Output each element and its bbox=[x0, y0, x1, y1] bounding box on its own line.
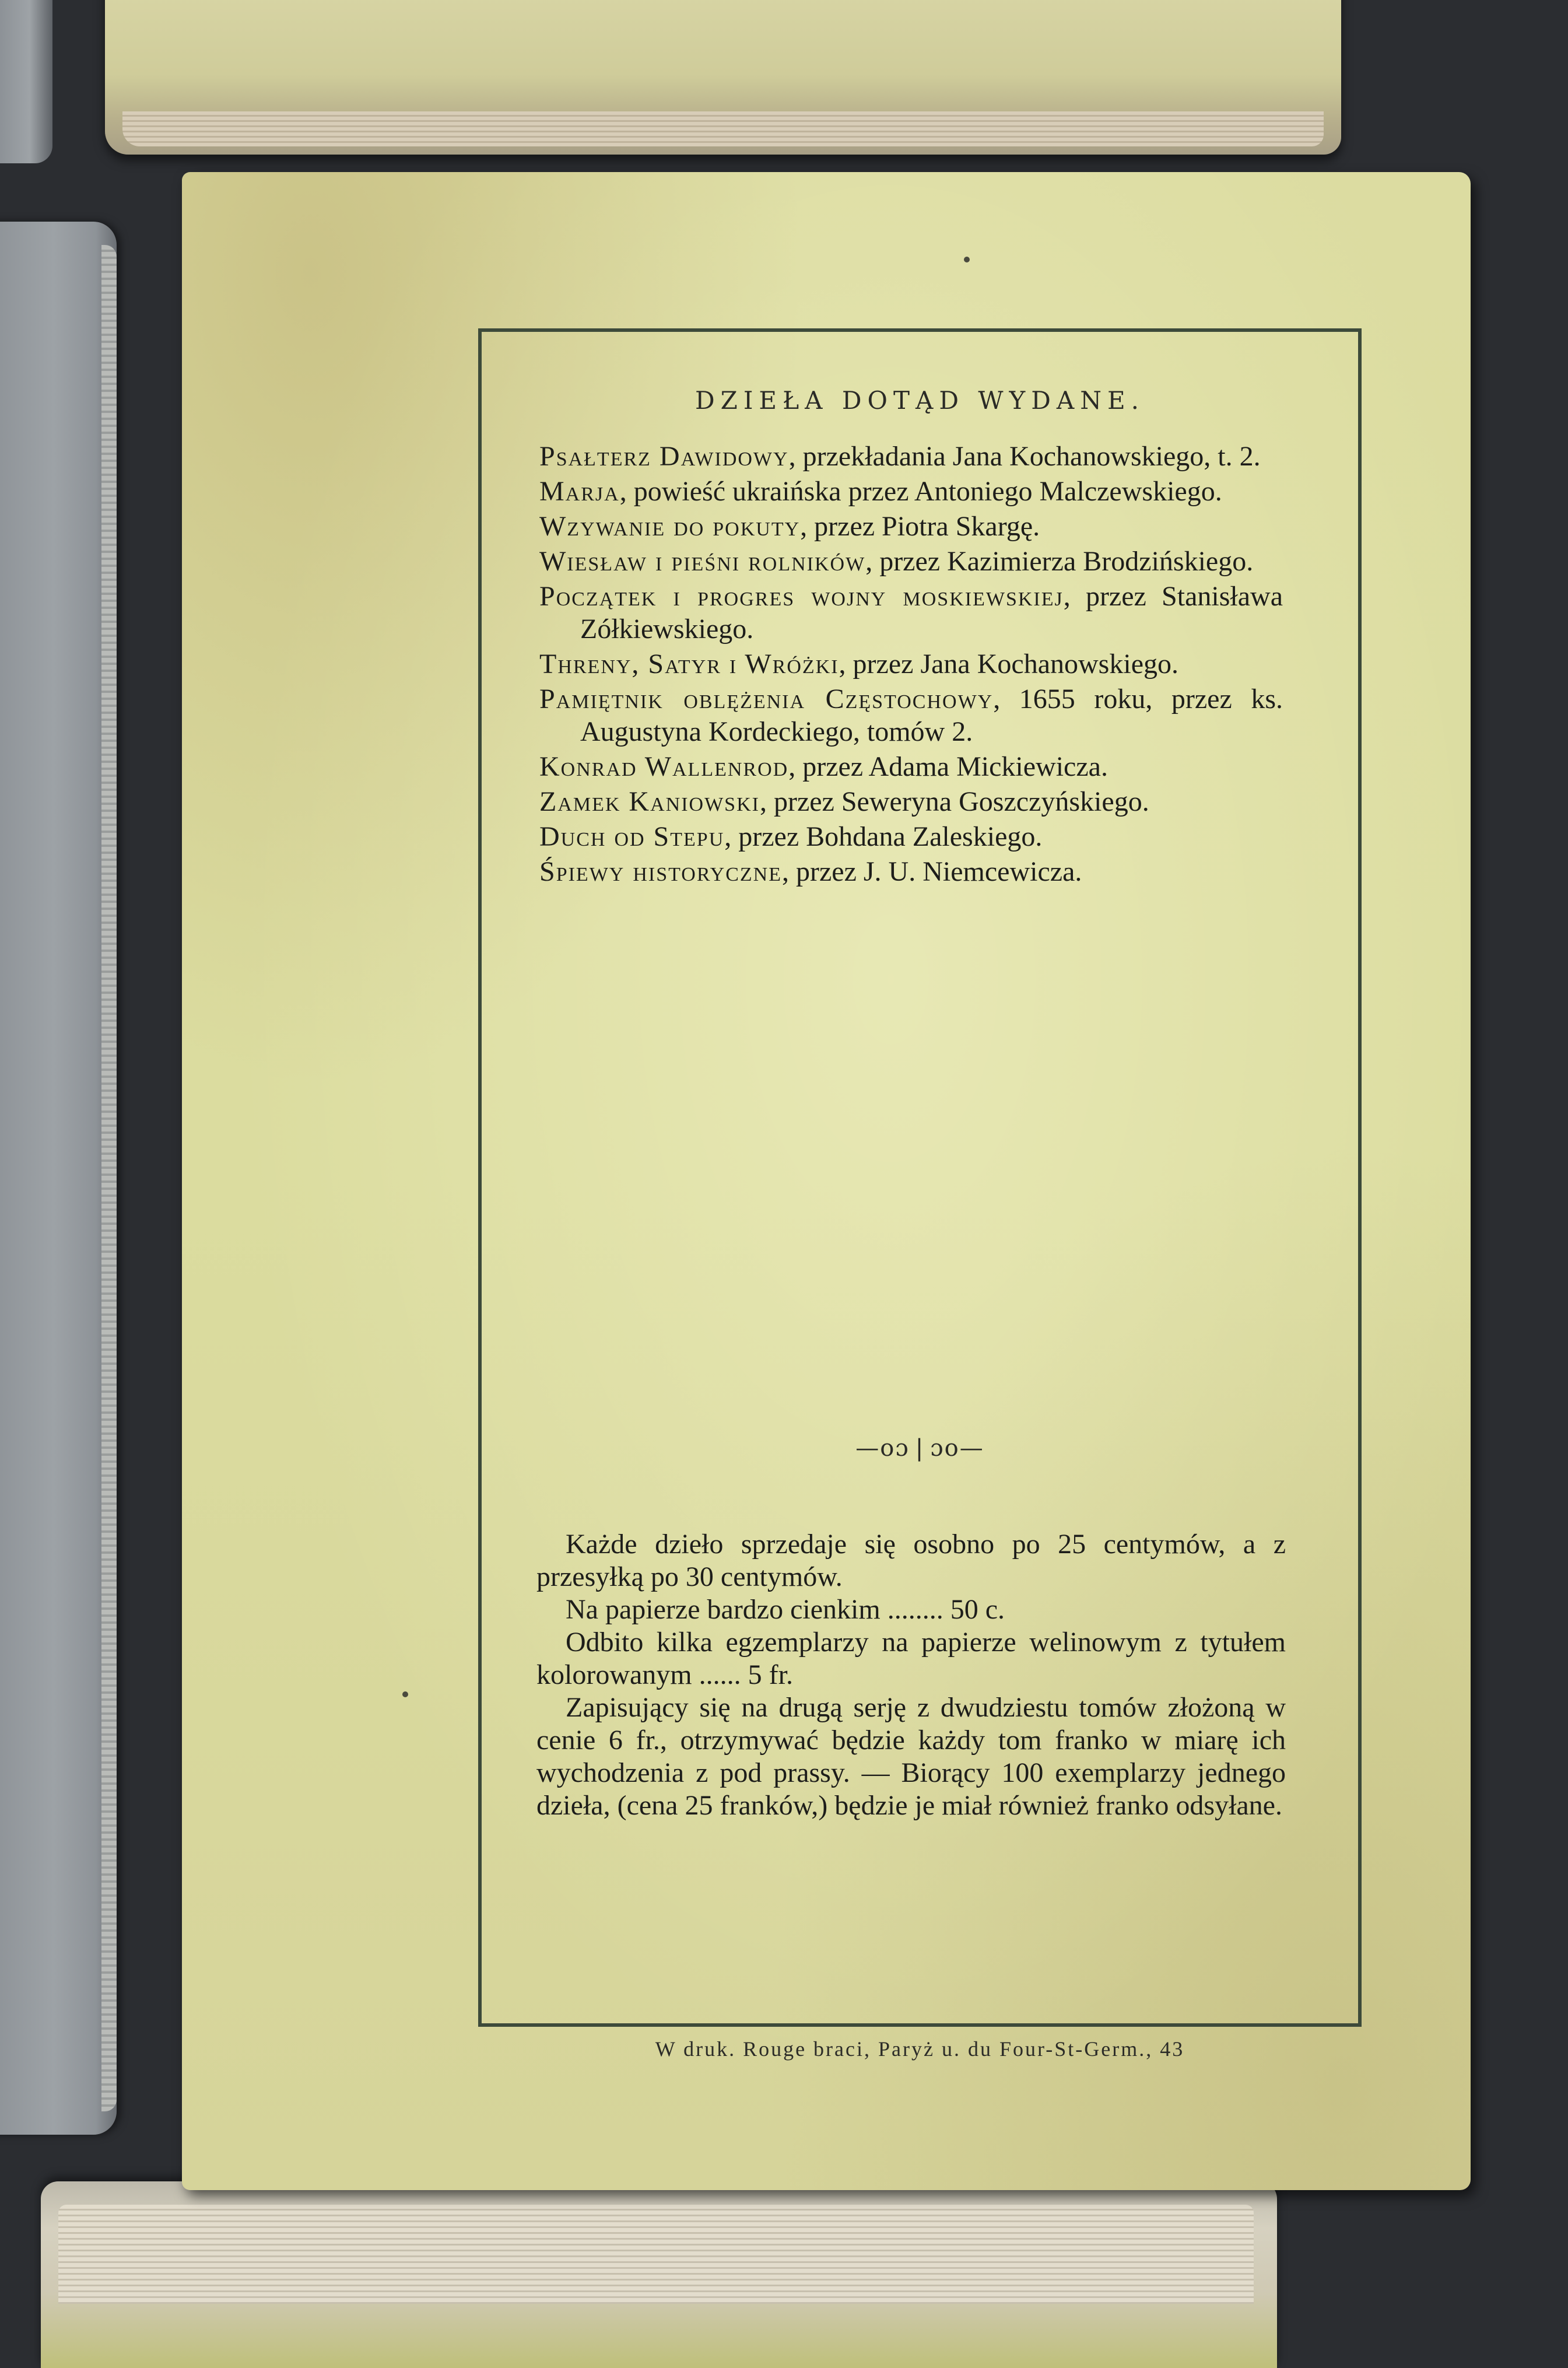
booklet-bottom-page-edges bbox=[58, 2205, 1254, 2304]
printer-imprint: W druk. Rouge braci, Paryż u. du Four-St-Germ., 43 bbox=[655, 2037, 1185, 2061]
work-entry: Zamek Kaniowski, przez Seweryna Goszczyńskiego. bbox=[539, 786, 1149, 817]
booklet-bottom bbox=[41, 2181, 1277, 2368]
price-note: Każde dzieło sprzedaje się osobno po 25 centymów, a z przesyłką po 30 centymów. bbox=[536, 1529, 1286, 1592]
work-entry: Konrad Wallenrod, przez Adama Mickiewicza. bbox=[539, 751, 1108, 782]
work-entry: Psałterz Dawidowy, przekładania Jana Kochanowskiego, t. 2. bbox=[539, 441, 1261, 472]
gray-booklet-page-edges bbox=[101, 245, 117, 2111]
paper-speck bbox=[964, 257, 970, 262]
work-entry: Marja, powieść ukraińska przez Antoniego Malczewskiego. bbox=[539, 476, 1222, 507]
work-entry: Początek i progres wojny moskiewskiej, przez Stanisława Zółkiewskiego. bbox=[539, 581, 1283, 644]
price-notes bbox=[536, 1528, 1286, 1822]
ornament-divider: —oɔ❘ɔo— bbox=[855, 1435, 984, 1462]
back-cover bbox=[182, 172, 1471, 2190]
price-note: Na papierze bardzo cienkim ........ 50 c. bbox=[566, 1594, 1005, 1625]
price-note: Odbito kilka egzemplarzy na papierze welinowym z tytułem kolorowanym ...... 5 fr. bbox=[536, 1627, 1286, 1690]
price-note: Zapisujący się na drugą serję z dwudziestu tomów złożoną w cenie 6 fr., otrzymywać będzie każdy tom franko w miarę ich wychodzenia z pod prassy. — Biorący 100 exemplarzy jednego dzieła, (cena 25 franków,) będzie je miał również franko odsyłane. bbox=[536, 1692, 1286, 1821]
gray-booklet-left bbox=[0, 222, 117, 2135]
work-entry: Pamiętnik oblężenia Częstochowy, 1655 roku, przez ks. Augustyna Kordeckiego, tomów 2. bbox=[539, 684, 1283, 747]
booklet-top bbox=[105, 0, 1341, 155]
work-entry: Wiesław i pieśni rolników, przez Kazimierza Brodzińskiego. bbox=[539, 546, 1254, 577]
work-entry: Wzywanie do pokuty, przez Piotra Skargę. bbox=[539, 511, 1040, 542]
work-entry: Duch od Stepu, przez Bohdana Zaleskiego. bbox=[539, 821, 1043, 852]
paper-speck bbox=[402, 1691, 408, 1697]
work-entry: Śpiewy historyczne, przez J. U. Niemcewicza. bbox=[539, 856, 1082, 887]
booklet-top-page-edges bbox=[122, 111, 1324, 146]
works-list bbox=[539, 440, 1283, 891]
gray-booklet-top-left bbox=[0, 0, 52, 163]
work-entry: Threny, Satyr i Wróżki, przez Jana Kochanowskiego. bbox=[539, 649, 1178, 679]
list-heading: DZIEŁA DOTĄD WYDANE. bbox=[694, 386, 1145, 415]
